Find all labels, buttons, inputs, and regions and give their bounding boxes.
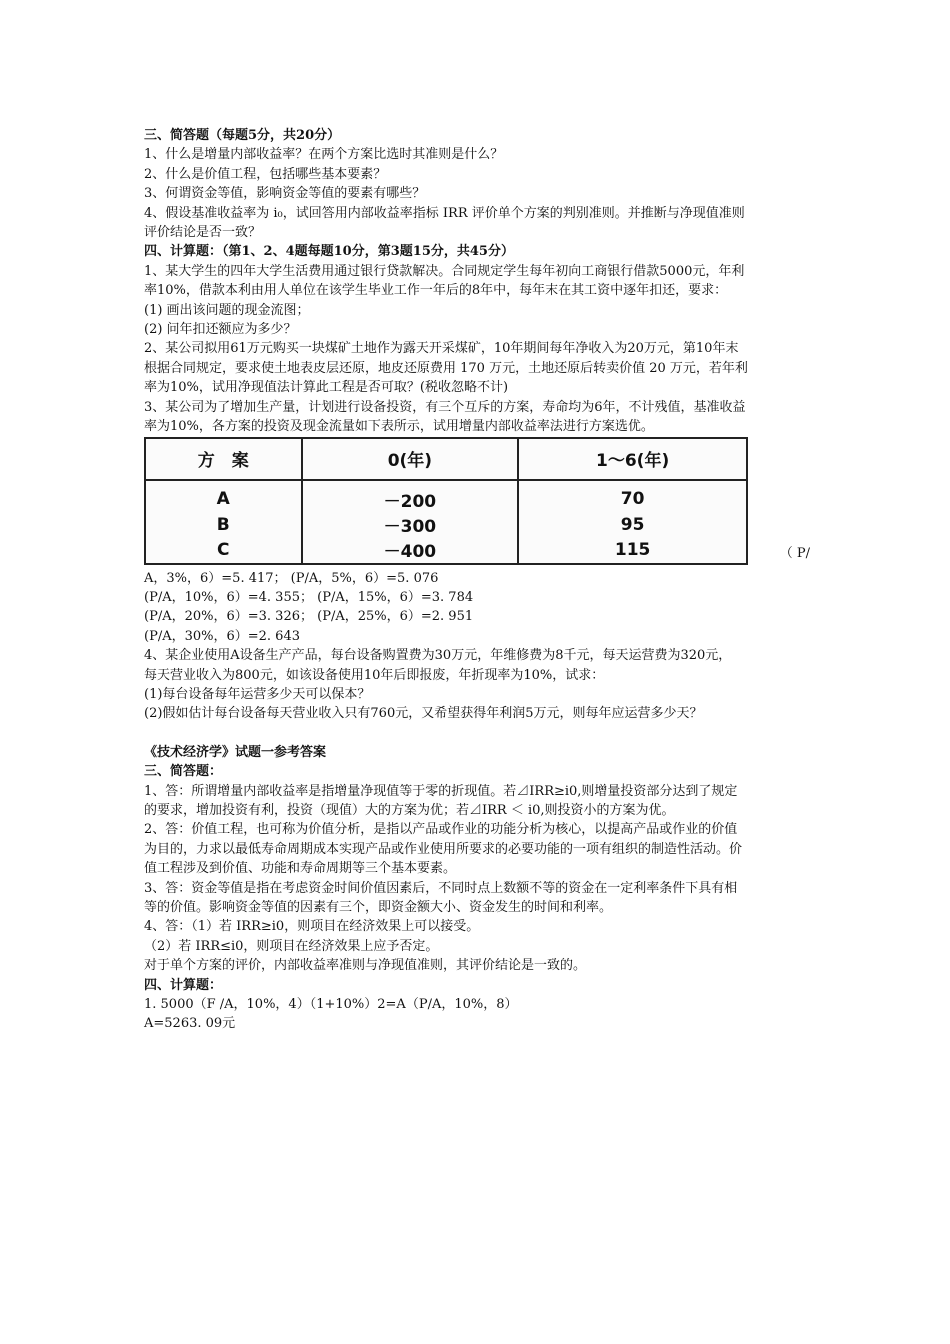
calc-question-3-line-1: 3、某公司为了增加生产量，计划进行设备投资，有三个互斥的方案，寿命均为6年，不计残值，基准收益: [144, 399, 746, 415]
calc-question-2-line-3: 率为10%，试用净现值法计算此工程是否可取？(税收忽略不计): [144, 380, 509, 396]
table-cell-plan: B: [145, 512, 302, 537]
answer-3-line-2: 等的价值。影响资金等值的因素有三个，即资金额大小、资金发生的时间和利率。: [144, 900, 613, 915]
question-3-1: 1、什么是增量内部收益率？在两个方案比选时其准则是什么？: [144, 147, 504, 163]
table-header-year-0: 0(年): [302, 438, 519, 480]
answer-3-line-1: 3、答：资金等值是指在考虑资金时间价值因素后，不同时点上数额不等的资金在一定利率条件下具有相: [144, 880, 738, 896]
exam-page: [144, 126, 810, 1034]
answer-4-line-2: （2）若 IRR≤i0，则项目在经济效果上应予否定。: [144, 938, 439, 954]
table-cell-year-0: －400: [302, 537, 519, 563]
answer-calc-1-result: A=5263. 09元: [144, 1016, 236, 1032]
answer-section-3-heading: 三、简答题：: [144, 764, 223, 780]
table-cell-year-1-6: 95: [518, 512, 747, 537]
calc-question-4-line-2: 每天营业收入为800元，如该设备使用10年后即报废，年折现率为10%，试求：: [144, 667, 605, 683]
answer-2-line-1: 2、答：价值工程，也可称为价值分析，是指以产品或作业的功能分析为核心，以提高产品或作业的价值: [144, 822, 738, 838]
table-row: [145, 480, 747, 512]
investment-table-block: [144, 437, 810, 567]
table-cell-year-0: －200: [302, 480, 519, 512]
calc-question-1-line-1: 1、某大学生的四年大学生活费用通过银行贷款解决。合同规定学生每年初向工商银行借款5000元，年利: [144, 263, 745, 279]
factor-line-4: (P/A，30%，6）=2. 643: [144, 628, 300, 644]
calc-question-3-line-2: 率为10%，各方案的投资及现金流量如下表所示，试用增量内部收益率法进行方案选优。: [144, 419, 654, 435]
answer-calc-1-equation: 1. 5000（F /A，10%，4）（1+10%）2=A（P/A，10%，8）: [144, 997, 518, 1013]
answer-section-4-heading: 四、计算题：: [144, 977, 223, 993]
answer-title: 《技术经济学》试题一参考答案: [144, 744, 327, 760]
calc-question-1-part-2: (2) 问年扣还额应为多少？: [144, 322, 297, 338]
table-cell-year-1-6: 115: [518, 537, 747, 563]
section-4-heading: 四、计算题：（第1、2、4题每题10分，第3题15分，共45分）: [144, 244, 514, 260]
calc-question-1-line-2: 率10%，借款本利由用人单位在该学生毕业工作一年后的8年中，每年末在其工资中逐年扣还，要求：: [144, 283, 728, 299]
calc-question-2-line-1: 2、某公司拟用61万元购买一块煤矿土地作为露天开采煤矿，10年期间每年净收入为20万元，第10年末: [144, 341, 739, 357]
question-3-2: 2、什么是价值工程，包括哪些基本要素？: [144, 166, 387, 182]
factor-line-3: (P/A，20%，6）=3. 326； (P/A，25%，6）=2. 951: [144, 609, 474, 625]
answer-4-line-3: 对于单个方案的评价，内部收益率准则与净现值准则，其评价结论是一致的。: [144, 958, 587, 974]
answer-4-line-1: 4、答：（1）若 IRR≥i0，则项目在经济效果上可以接受。: [144, 919, 480, 935]
table-row: [145, 512, 747, 537]
question-3-4-line-1: 4、假设基准收益率为 i₀，试回答用内部收益率指标 IRR 评价单个方案的判别准则。并推断与净现值准则: [144, 205, 745, 221]
spacer: [144, 724, 810, 743]
table-header-year-1-6: 1～6(年): [518, 438, 747, 480]
section-3-heading: 三、简答题（每题5分，共20分）: [144, 128, 341, 143]
calc-question-2-line-2: 根据合同规定，要求使土地表皮层还原，地皮还原费用 170 万元，土地还原后转卖价值 20 万元，若年利: [144, 360, 748, 376]
answer-2-line-3: 值工程涉及到价值、功能和寿命周期等三个基本要素。: [144, 861, 457, 877]
answer-1-line-1: 1、答：所谓增量内部收益率是指增量净现值等于零的折现值。若⊿IRR≥i0,则增量投资部分达到了规定: [144, 783, 738, 799]
table-cell-year-0: －300: [302, 512, 519, 537]
table-header-plan: 方 案: [145, 438, 302, 480]
calc-question-1-part-1: (1) 画出该问题的现金流图；: [144, 302, 310, 318]
table-trailing-text: （ P/: [779, 545, 810, 561]
factor-line-2: (P/A，10%，6）=4. 355； (P/A，15%，6）=3. 784: [144, 589, 474, 605]
table-header-row: [145, 438, 747, 480]
table-cell-plan: C: [145, 537, 302, 563]
factor-line-1: A，3%，6）=5. 417； (P/A，5%，6）=5. 076: [144, 570, 439, 586]
calc-question-4-part-1: (1)每台设备每年运营多少天可以保本？: [144, 686, 371, 702]
investment-table: [144, 437, 748, 565]
question-3-4-line-2: 评价结论是否一致？: [144, 225, 262, 241]
table-row: [145, 537, 747, 563]
calc-question-4-part-2: (2)假如估计每台设备每天营业收入只有760元，又希望获得年利润5万元，则每年应运营多少天？: [144, 706, 703, 722]
answer-1-line-2: 的要求，增加投资有利，投资（现值）大的方案为优；若⊿IRR ＜ i0,则投资小的方案为优。: [144, 802, 675, 818]
answer-2-line-2: 为目的，力求以最低寿命周期成本实现产品或作业使用所要求的必要功能的一项有组织的制造性活动。价: [144, 841, 743, 857]
table-cell-year-1-6: 70: [518, 480, 747, 512]
calc-question-4-line-1: 4、某企业使用A设备生产产品，每台设备购置费为30万元，年维修费为8千元，每天运营费为320元，: [144, 648, 732, 664]
table-cell-plan: A: [145, 480, 302, 512]
question-3-3: 3、何谓资金等值，影响资金等值的要素有哪些？: [144, 186, 426, 202]
